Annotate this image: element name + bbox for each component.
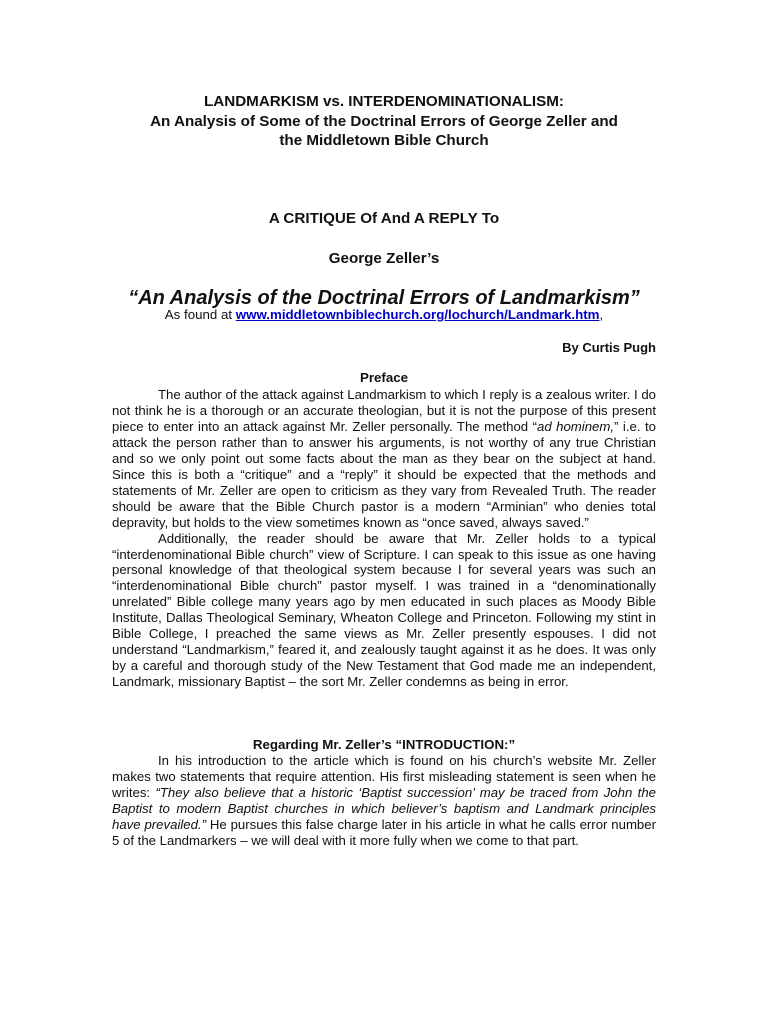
introduction-paragraph-1 [112, 753, 656, 849]
preface-p1-text-a: The author of the attack against Landmarkism to which I reply is a zealous writer. I do not think he is a thorough or an accurate theologian, but it is not the purpose of this present piece to enter into an attack against Mr. Zeller personally. The method “ [112, 387, 656, 434]
document-title [112, 92, 656, 151]
introduction-body [112, 753, 656, 849]
analysis-heading: “An Analysis of the Doctrinal Errors of Landmarkism” [128, 287, 640, 309]
preface-heading: Preface [359, 370, 409, 385]
source-link[interactable]: www.middletownbiblechurch.org/lochurch/Landmark.htm [235, 307, 600, 322]
title-line-2: An Analysis of Some of the Doctrinal Errors of George Zeller and [150, 112, 618, 130]
author-byline: By Curtis Pugh [562, 340, 656, 355]
intro-p1-italic: “They also believe that a historic ‘Baptist succession’ may be traced from John the Baptist to modern Baptist churches in which believer’s baptism and Landmark principles have prevailed.” [112, 784, 656, 832]
introduction-heading: Regarding Mr. Zeller’s “INTRODUCTION:” [252, 737, 516, 752]
intro-p1-text-b: He pursues this false charge later in his article in what he calls error number 5 of the Landmarkers – we will deal with it more fully when we come to that part. [112, 816, 656, 848]
source-prefix: As found at [164, 307, 236, 322]
preface-paragraph-1 [112, 387, 656, 531]
preface-body [112, 387, 656, 690]
source-line [112, 307, 656, 323]
source-suffix: , [599, 307, 604, 322]
intro-p1-text-a: In his introduction to the article which is found on his church’s website Mr. Zeller makes two statements that require attention. His first misleading statement is seen when he writes: [112, 753, 656, 800]
title-line-1: LANDMARKISM vs. INTERDENOMINATIONALISM: [204, 93, 564, 110]
title-line-3: the Middletown Bible Church [279, 132, 489, 149]
preface-p1-italic: ad hominem, [536, 418, 615, 434]
preface-p1-text-b: ” i.e. to attack the person rather than to answer his arguments, is not worthy of any true Christian and so we only point out some facts about the man as they bear on the subject at hand. Since this is both a “critique” and a “reply” it should be expected that the methods and statements of Mr. Zeller are open to criticism as they vary from Revealed Truth. The reader should be aware that the Bible Church pastor is a modern “Arminian” who denies total depravity, but holds to the view sometimes known as “once saved, always saved.” [112, 418, 656, 530]
preface-paragraph-2: Additionally, the reader should be aware that Mr. Zeller holds to a typical “interdenominational Bible church” view of Scripture. I can speak to this issue as one having personal knowledge of that theological system because I for several years was such an “interdenominational Bible church” pastor myself. I was trained in a “denominationally unrelated” Bible college many years ago by men educated in such places as Moody Bible Institute, Dallas Theological Seminary, Wheaton College and Princeton. Following my stint in Bible College, I preached the same views as Mr. Zeller presently espouses. I did not understand “Landmarkism,” feared it, and zealously taught against it as he does. It was only by a careful and thorough study of the New Testament that God made me an independent, Landmark, missionary Baptist – the sort Mr. Zeller condemns as being in error. [112, 530, 656, 690]
document-page [112, 92, 656, 848]
critique-heading: A CRITIQUE Of And A REPLY To [268, 210, 500, 227]
zeller-heading: George Zeller’s [328, 250, 440, 267]
